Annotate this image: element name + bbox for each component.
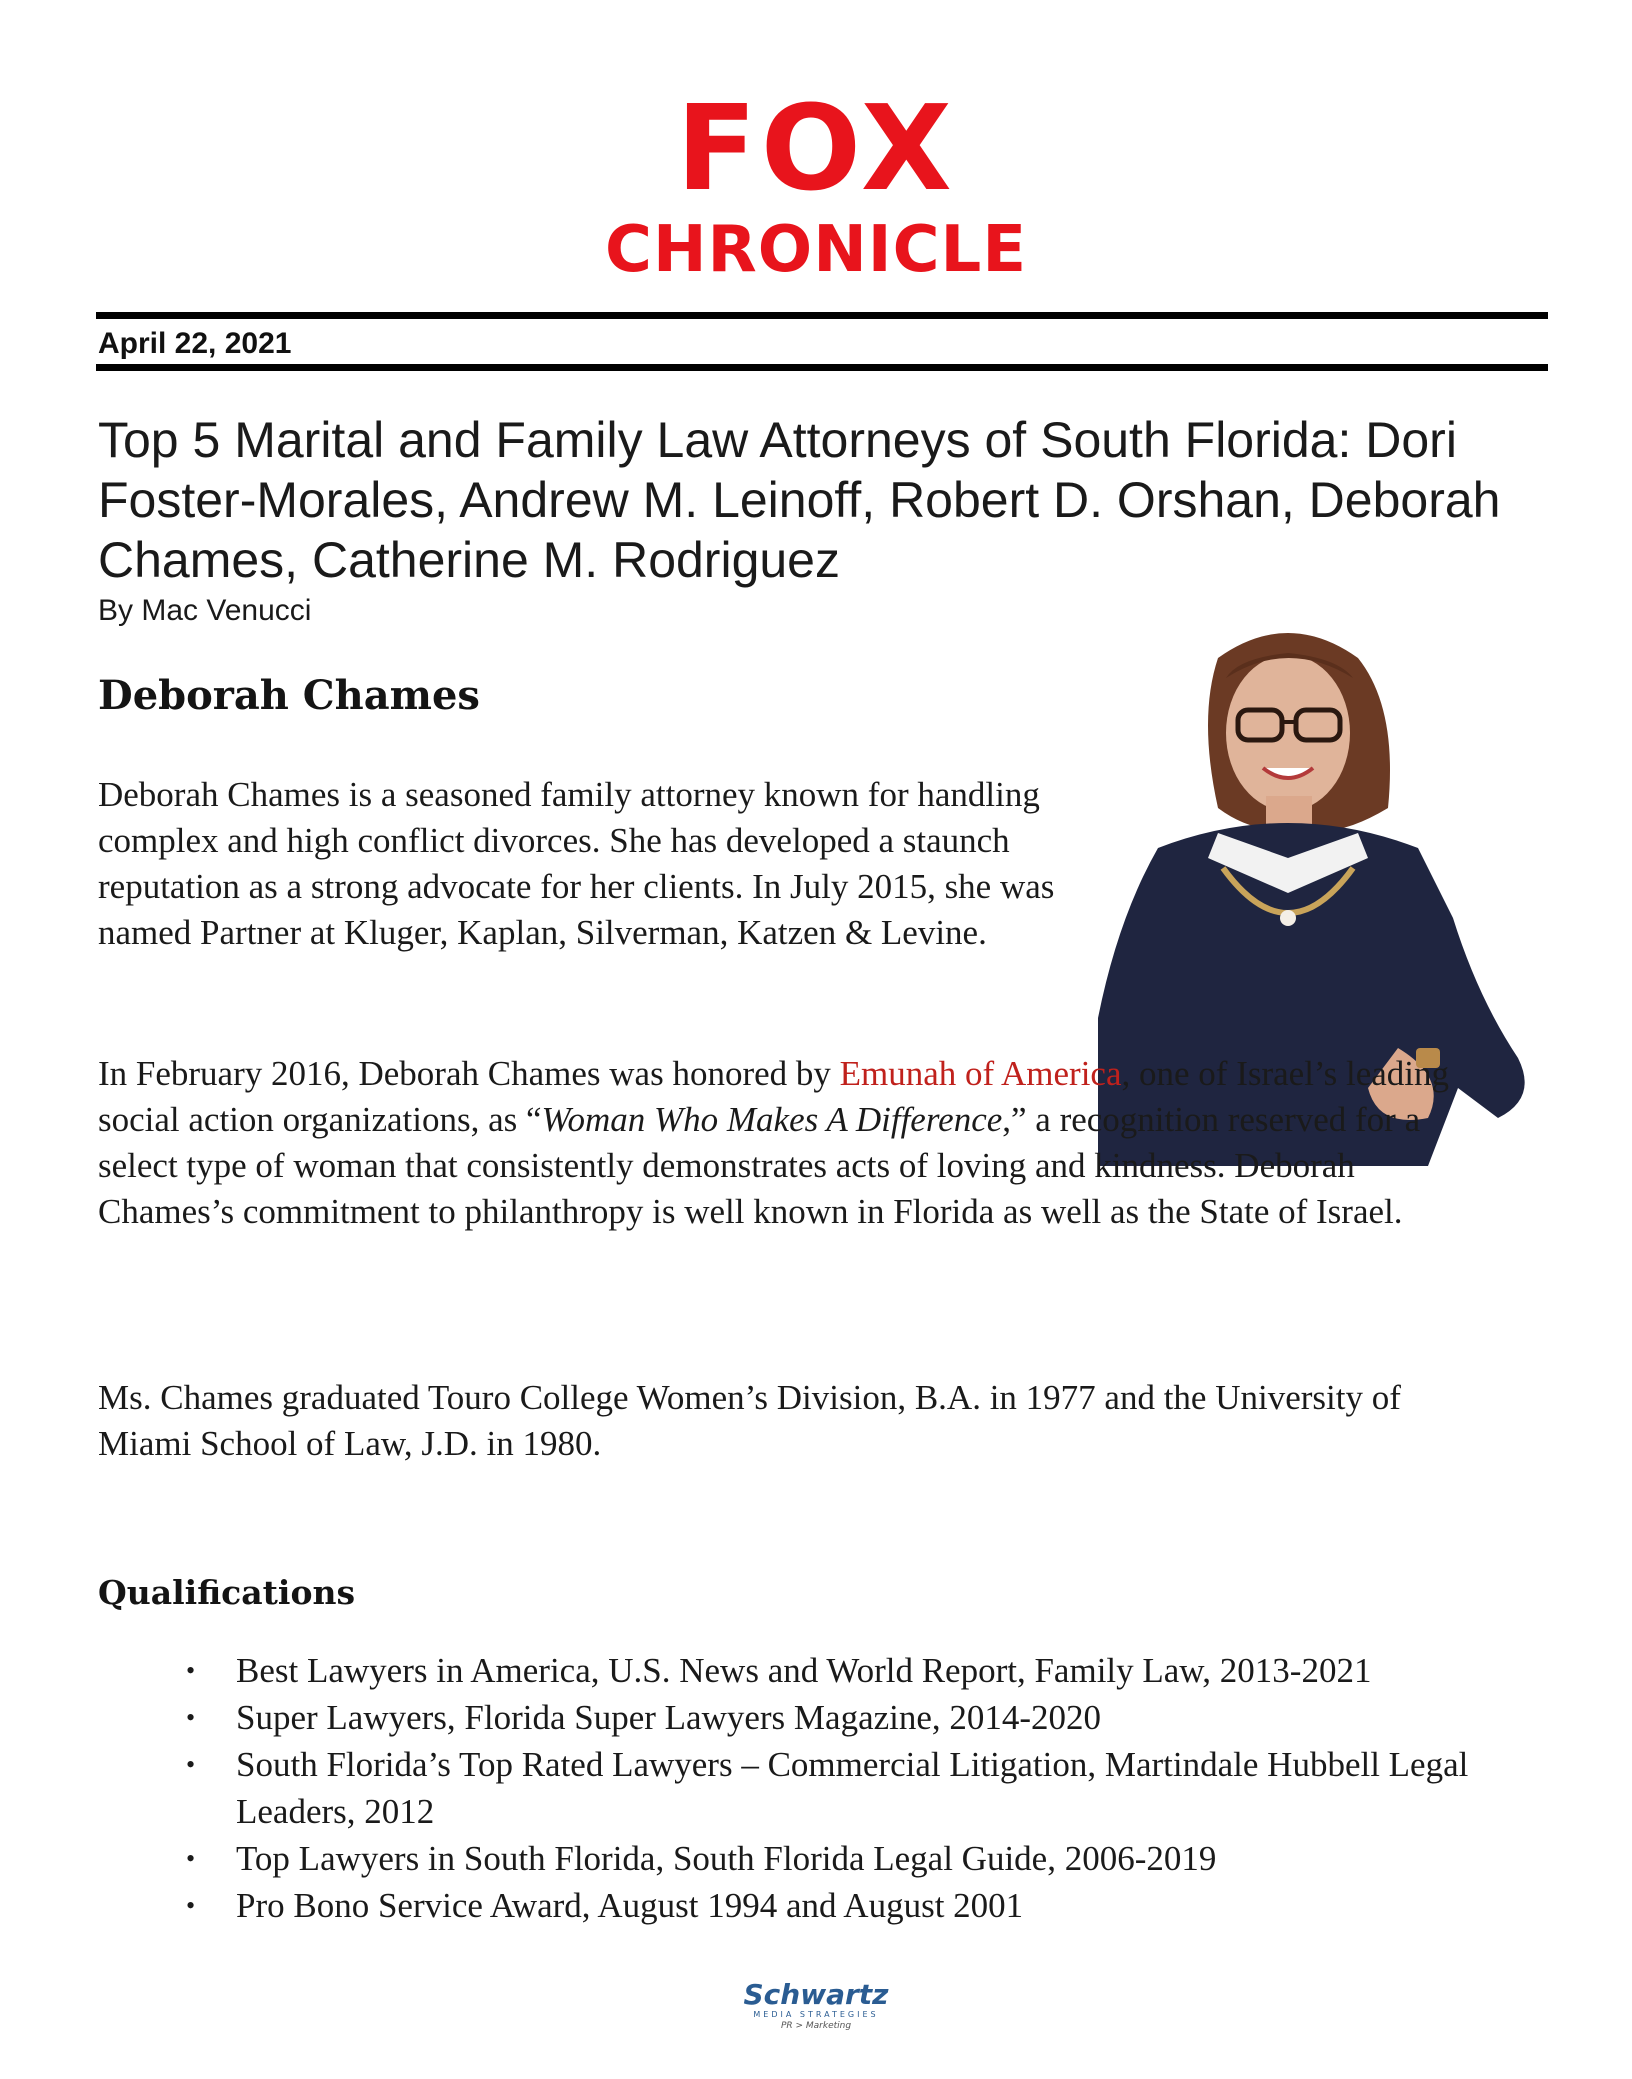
list-item-text: Super Lawyers, Florida Super Lawyers Magazine, 2014-2020	[236, 1698, 1102, 1737]
award-title: Woman Who Makes A Difference	[541, 1100, 1003, 1139]
list-item-text: Top Lawyers in South Florida, South Florida Legal Guide, 2006-2019	[236, 1839, 1217, 1878]
paragraph-honor-text-2: , one of Israel’s leading social action organizations, as “	[98, 1054, 1450, 1139]
list-item	[186, 1694, 1516, 1741]
bullet-icon: •	[186, 1891, 196, 1920]
list-item	[186, 1882, 1516, 1929]
paragraph-honor-text: In February 2016, Deborah Chames was honored by	[98, 1054, 840, 1093]
list-item	[186, 1741, 1516, 1835]
bullet-icon: •	[186, 1656, 196, 1685]
footer-subtitle: MEDIA STRATEGIES	[753, 2010, 879, 2019]
publication-date: April 22, 2021	[98, 327, 292, 360]
qualifications-title: Qualifications	[98, 1573, 356, 1612]
byline: By Mac Venucci	[98, 594, 312, 627]
list-item-text: Pro Bono Service Award, August 1994 and August 2001	[236, 1886, 1024, 1925]
paragraph-intro: Deborah Chames is a seasoned family attorney known for handling complex and high conflict divorces. She has developed a staunch reputation as a strong advocate for her clients. In July 2015, she was named Partner at Kluger, Kaplan, Silverman, Katzen & Levine.	[98, 775, 1055, 952]
emunah-link[interactable]: Emunah of America	[839, 1054, 1122, 1093]
footer-logo	[0, 1980, 1632, 2032]
top-rule	[96, 312, 1548, 319]
masthead-chronicle: CHRONICLE	[604, 213, 1028, 287]
bottom-rule	[96, 364, 1548, 371]
bullet-icon: •	[186, 1750, 196, 1779]
footer-brand: Schwartz	[743, 1978, 889, 2011]
headline: Top 5 Marital and Family Law Attorneys of South Florida: Dori Foster-Morales, Andrew M. Leinoff, Robert D. Orshan, Deborah Chames, Catherine M. Rodriguez	[98, 412, 1501, 588]
list-item-text: Best Lawyers in America, U.S. News and World Report, Family Law, 2013-2021	[236, 1651, 1372, 1690]
paragraph-education: Ms. Chames graduated Touro College Women’s Division, B.A. in 1977 and the University of Miami School of Law, J.D. in 1980.	[98, 1378, 1401, 1463]
list-item	[186, 1835, 1516, 1882]
footer-tagline: PR > Marketing	[780, 2021, 852, 2031]
qualifications-list	[186, 1647, 1516, 1929]
paragraph-honor-text-3: ,” a recognition reserved for a select type of woman that consistently demonstrates acts of loving and kindness. Deborah Chames’s commitment to philanthropy is well known in Florida as well as the State of Israel.	[98, 1100, 1421, 1231]
section-title: Deborah Chames	[98, 672, 480, 719]
masthead-logo	[0, 79, 1632, 288]
masthead-fox: FOX	[676, 79, 956, 217]
list-item	[186, 1647, 1516, 1694]
bullet-icon: •	[186, 1844, 196, 1873]
paragraph-honor	[98, 1051, 1498, 1235]
bullet-icon: •	[186, 1703, 196, 1732]
list-item-text: South Florida’s Top Rated Lawyers – Commercial Litigation, Martindale Hubbell Legal Leaders, 2012	[236, 1745, 1469, 1831]
